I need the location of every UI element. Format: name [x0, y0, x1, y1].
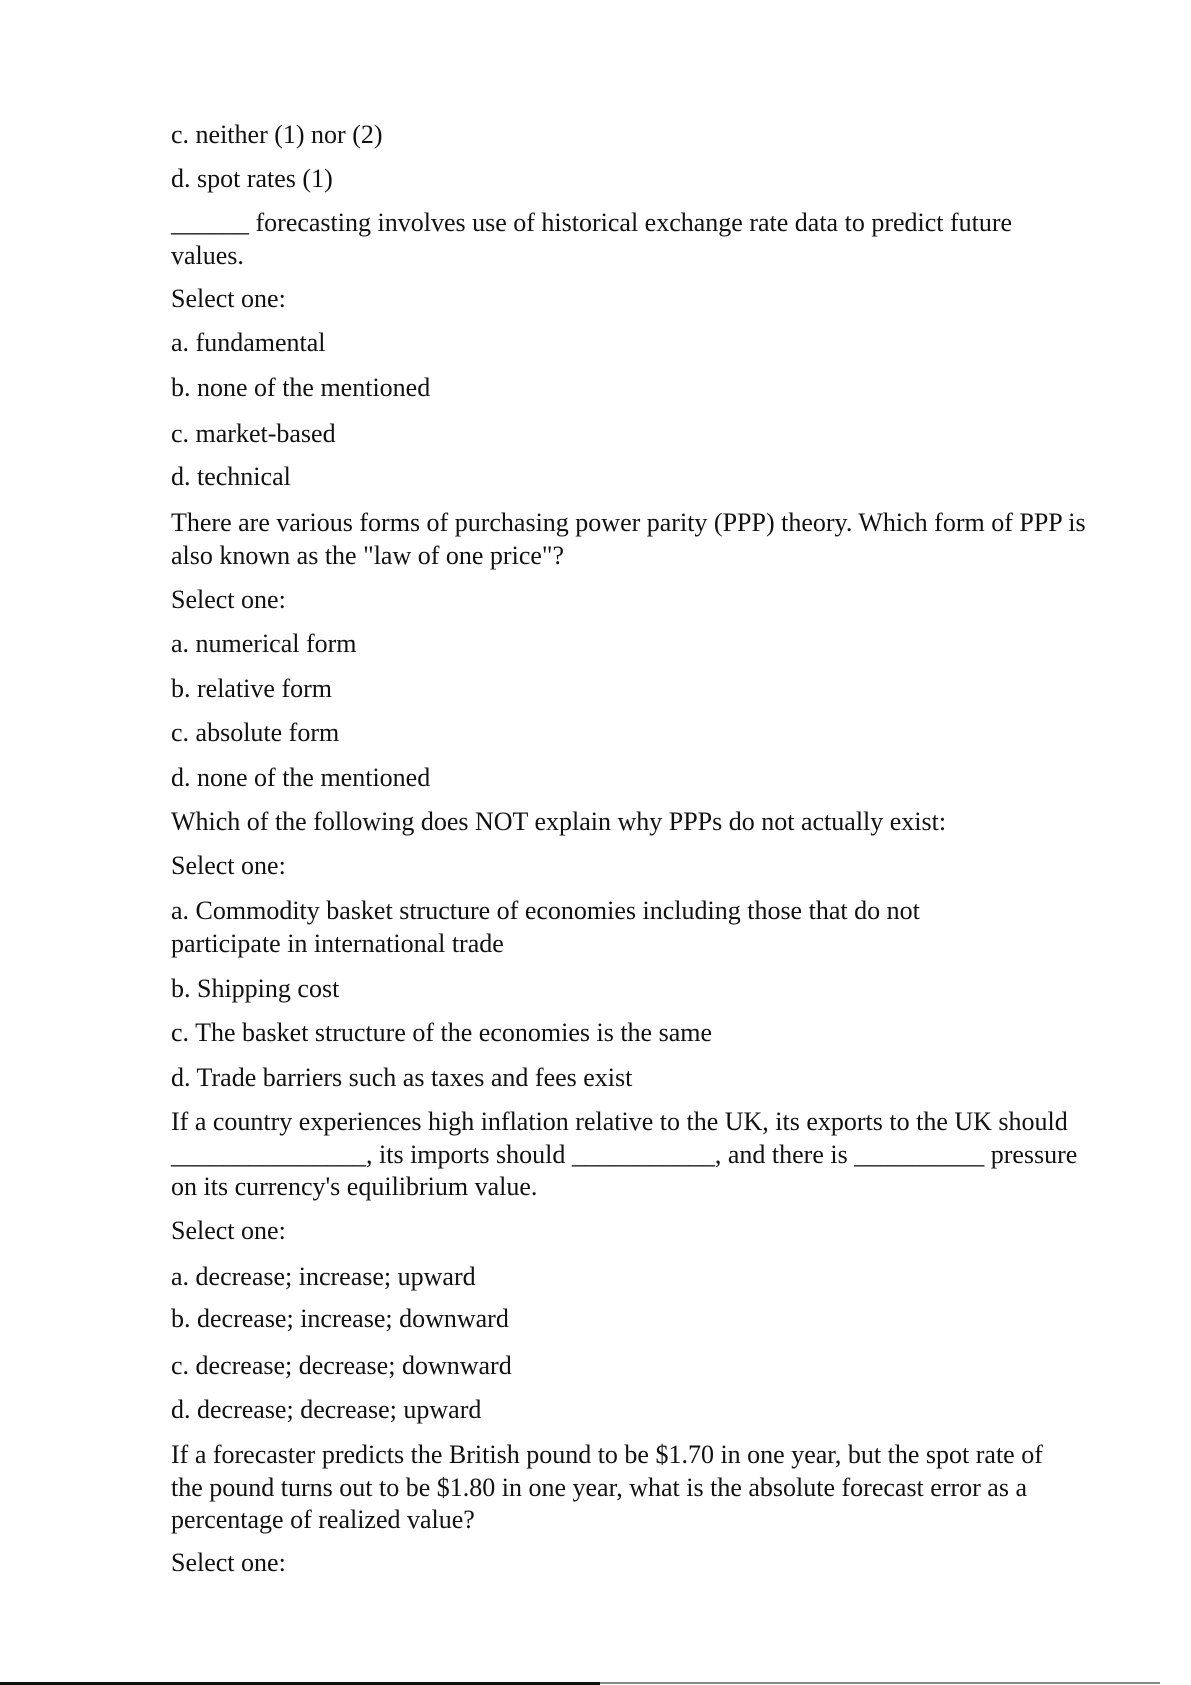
- option-text: c. market-based: [171, 419, 336, 448]
- option-text: a. Commodity basket structure of economies including those that do not participate in international trade: [171, 896, 927, 958]
- option-text: c. absolute form: [171, 718, 340, 747]
- option-text: a. decrease; increase; upward: [171, 1262, 476, 1291]
- question-text: There are various forms of purchasing power parity (PPP) theory. Which form of PPP is also known as the "law of one price"?: [171, 508, 1093, 570]
- option-text: d. technical: [171, 462, 291, 491]
- page-bottom-border-gray: [600, 1682, 1160, 1684]
- option-text: d. decrease; decrease; upward: [171, 1395, 482, 1424]
- option-text: d. spot rates (1): [171, 164, 333, 193]
- option-text: c. neither (1) nor (2): [171, 120, 383, 149]
- option-text: c. The basket structure of the economies is the same: [171, 1018, 713, 1047]
- option-text: d. none of the mentioned: [171, 763, 431, 792]
- option-text: a. fundamental: [171, 328, 326, 357]
- question-text: If a forecaster predicts the British pound to be $1.70 in one year, but the spot rate of the pound turns out to be $1.80 in one year, what is the absolute forecast error as a percentage of realized value?: [171, 1440, 1050, 1534]
- select-one-label: Select one:: [171, 284, 286, 313]
- option-text: b. decrease; increase; downward: [171, 1304, 509, 1333]
- select-one-label: Select one:: [171, 851, 286, 880]
- select-one-label: Select one:: [171, 1216, 286, 1245]
- option-text: c. decrease; decrease; downward: [171, 1351, 512, 1380]
- option-text: b. relative form: [171, 674, 332, 703]
- option-text: a. numerical form: [171, 629, 357, 658]
- question-text: Which of the following does NOT explain why PPPs do not actually exist:: [171, 807, 947, 836]
- question-text: If a country experiences high inflation relative to the UK, its exports to the UK should _______________, its imports should ___________, and there is __________ pressure on its currency's equilibrium value.: [171, 1107, 1084, 1201]
- select-one-label: Select one:: [171, 585, 286, 614]
- select-one-label: Select one:: [171, 1548, 286, 1577]
- option-text: d. Trade barriers such as taxes and fees exist: [171, 1063, 633, 1092]
- question-text: ______ forecasting involves use of historical exchange rate data to predict future values.: [171, 208, 1019, 270]
- option-text: b. none of the mentioned: [171, 373, 431, 402]
- option-text: b. Shipping cost: [171, 974, 340, 1003]
